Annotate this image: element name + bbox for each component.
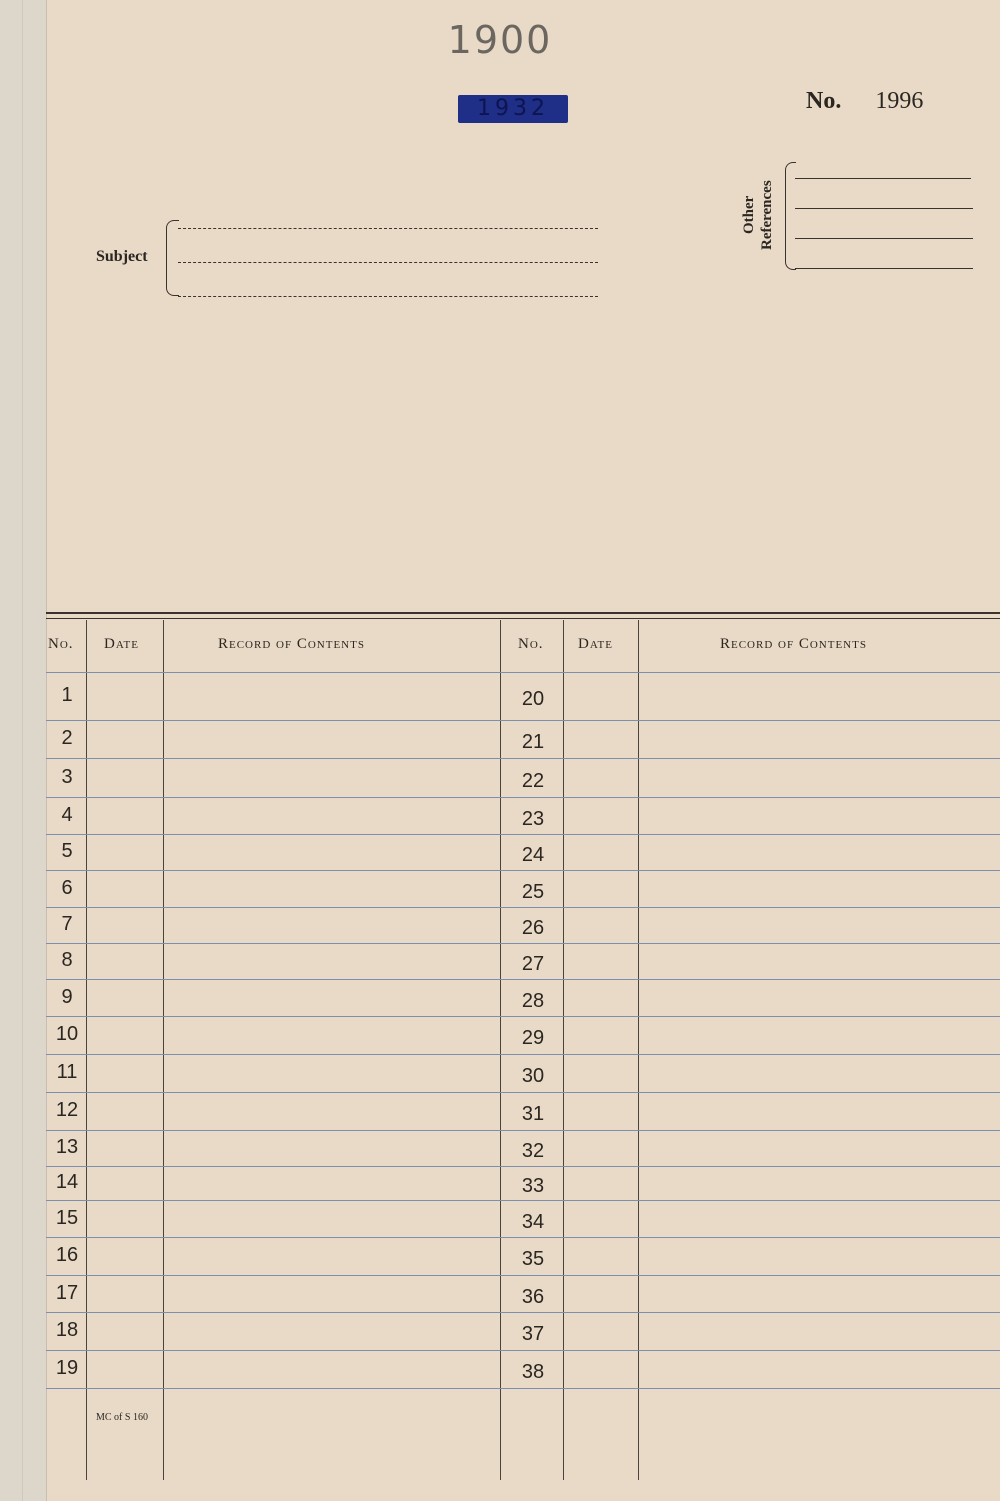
divider-date-record-right: [638, 620, 639, 1480]
row-number-left: 9: [61, 986, 73, 1008]
row-line: [46, 1016, 1000, 1017]
row-number-left: 5: [61, 840, 73, 862]
row-number-right: 30: [521, 1065, 545, 1087]
row-line: [46, 943, 1000, 944]
row-number-left: 11: [56, 1061, 78, 1083]
row-number-left: 10: [55, 1023, 79, 1045]
row-line: [46, 1092, 1000, 1093]
subject-line-1[interactable]: [178, 228, 598, 229]
row-line: [46, 834, 1000, 835]
year-stamp: 1932: [458, 95, 568, 123]
file-number: [806, 88, 923, 115]
row-number-left: 6: [61, 877, 73, 899]
row-number-left: 7: [61, 913, 73, 935]
row-number-right: 22: [521, 770, 545, 792]
row-line: [46, 907, 1000, 908]
divider-center: [500, 620, 501, 1480]
row-line: [46, 672, 1000, 673]
file-number-value: 1996: [875, 88, 924, 114]
row-number-right: 24: [521, 844, 545, 866]
row-number-left: 13: [55, 1136, 79, 1158]
subject-brace: [166, 220, 179, 296]
row-number-right: 28: [521, 990, 545, 1012]
row-line: [46, 1130, 1000, 1131]
row-line: [46, 720, 1000, 721]
row-number-right: 35: [521, 1248, 545, 1270]
row-number-right: 37: [521, 1323, 545, 1345]
row-number-left: 8: [61, 949, 73, 971]
table-top-rule: [46, 612, 1000, 614]
row-number-left: 18: [55, 1319, 79, 1341]
row-number-left: 19: [55, 1357, 79, 1379]
row-line: [46, 1388, 1000, 1389]
header-no-right: No.: [518, 636, 544, 652]
row-number-right: 27: [521, 953, 545, 975]
row-line: [46, 758, 1000, 759]
file-number-label: No.: [806, 88, 842, 114]
row-line: [46, 1054, 1000, 1055]
binding-spine: [0, 0, 47, 1501]
header-date-left: Date: [104, 636, 139, 652]
other-reference-line-3[interactable]: [795, 238, 973, 239]
subject-line-2[interactable]: [178, 262, 598, 263]
divider-no-date-left: [86, 620, 87, 1480]
row-line: [46, 797, 1000, 798]
divider-date-record-left: [163, 620, 164, 1480]
row-number-left: 4: [61, 804, 73, 826]
row-number-right: 25: [521, 881, 545, 903]
table-top-rule-inner: [46, 618, 1000, 619]
row-line: [46, 1312, 1000, 1313]
row-number-right: 23: [521, 808, 545, 830]
row-number-right: 36: [521, 1286, 545, 1308]
row-number-right: 26: [521, 917, 545, 939]
row-number-right: 21: [521, 731, 545, 753]
row-number-left: 15: [55, 1207, 79, 1229]
row-line: [46, 979, 1000, 980]
other-reference-line-1[interactable]: [795, 178, 971, 179]
row-number-left: 2: [61, 727, 73, 749]
row-number-left: 16: [55, 1244, 79, 1266]
row-number-right: 33: [521, 1175, 545, 1197]
header-no-left: No.: [48, 636, 74, 652]
subject-label: Subject: [96, 248, 148, 265]
row-line: [46, 1275, 1000, 1276]
row-line: [46, 1350, 1000, 1351]
other-reference-line-4[interactable]: [795, 268, 973, 269]
row-number-right: 34: [521, 1211, 545, 1233]
row-number-right: 38: [521, 1361, 545, 1383]
row-number-right: 31: [521, 1103, 545, 1125]
other-references-label: Other References: [741, 180, 775, 250]
row-number-left: 1: [61, 684, 73, 706]
row-number-left: 3: [61, 766, 73, 788]
form-code: MC of S 160: [96, 1412, 148, 1423]
header-date-right: Date: [578, 636, 613, 652]
row-line: [46, 1200, 1000, 1201]
row-line: [46, 1237, 1000, 1238]
row-line: [46, 1166, 1000, 1167]
row-number-right: 29: [521, 1027, 545, 1049]
header-record-left: Record of Contents: [218, 636, 365, 652]
row-number-left: 12: [55, 1099, 79, 1121]
other-reference-line-2[interactable]: [795, 208, 973, 209]
row-number-right: 20: [521, 688, 545, 710]
row-number-left: 17: [55, 1282, 79, 1304]
row-line: [46, 870, 1000, 871]
subject-line-3[interactable]: [178, 296, 598, 297]
row-number-right: 32: [521, 1140, 545, 1162]
header-record-right: Record of Contents: [720, 636, 867, 652]
row-number-left: 14: [55, 1171, 79, 1193]
year-heading: 1900: [447, 18, 553, 62]
